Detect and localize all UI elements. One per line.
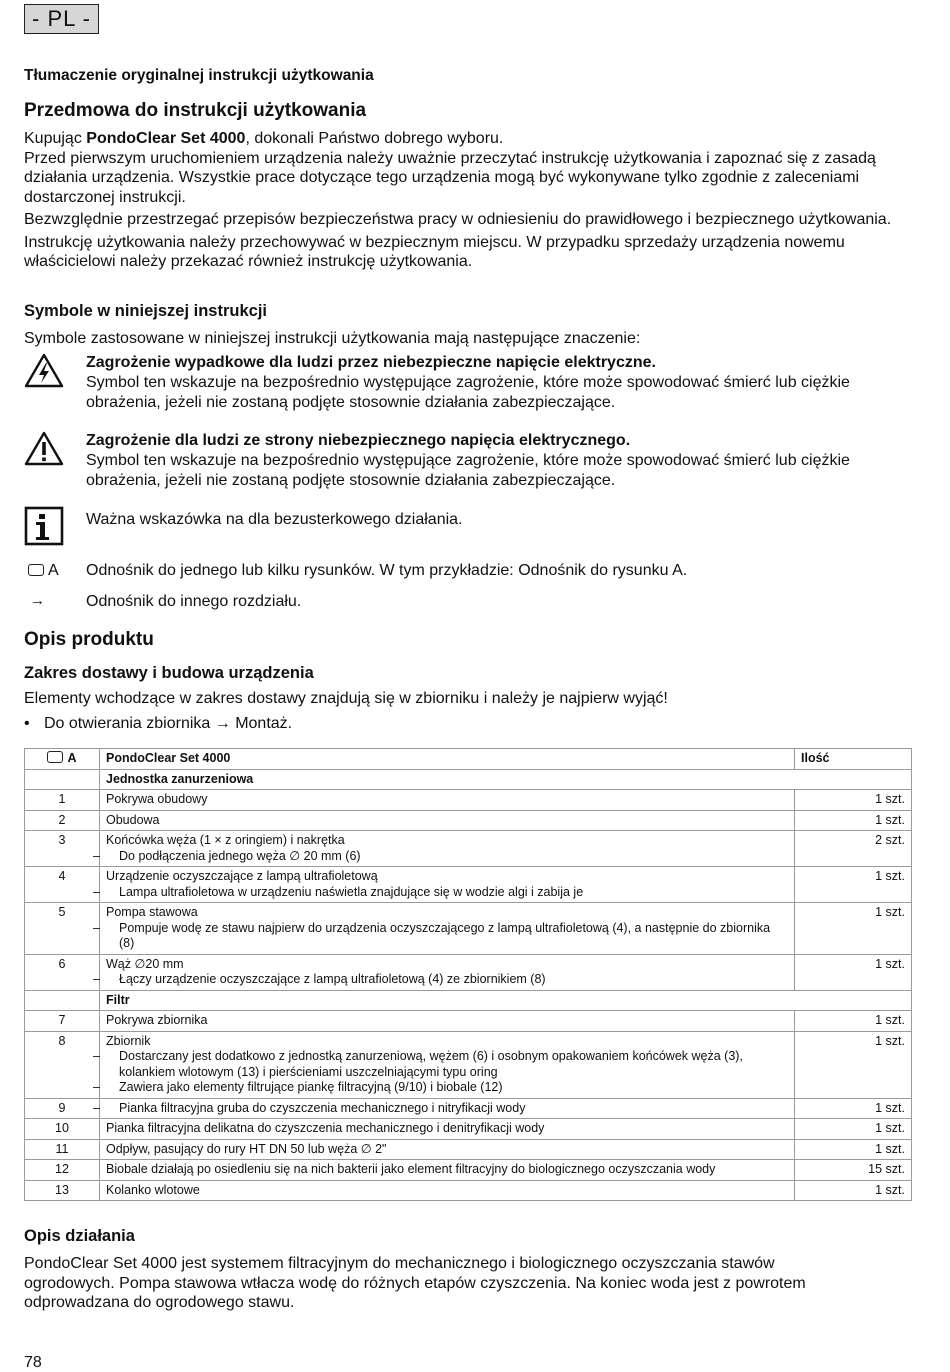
table-group-filter: Filtr bbox=[100, 990, 912, 1011]
translation-title: Tłumaczenie oryginalnej instrukcji użytkowania bbox=[24, 67, 374, 84]
symbol-electric-title: Zagrożenie wypadkowe dla ludzi przez niebezpieczne napięcie elektryczne. bbox=[86, 354, 656, 371]
symbol-warning-title: Zagrożenie dla ludzi ze strony niebezpiecznego napięcia elektrycznego. bbox=[86, 432, 631, 449]
table-group-row bbox=[25, 769, 912, 790]
symbol-row-info bbox=[24, 506, 912, 550]
symbol-electric-body: Symbol ten wskazuje na bezpośrednio występujące zagrożenie, które może spowodować śmierć lub ciężkie obrażenia, jeżeli nie zostaną podjęte stosownie działania zabezpieczające. bbox=[86, 374, 850, 411]
page-number: 78 bbox=[24, 1354, 42, 1371]
table-row: 4 Urządzenie oczyszczające z lampą ultrafioletową – Lampa ultrafioletowa w urządzeniu naświetla znajdujące się w wodzie algi i zabija je 1 szt. bbox=[25, 867, 912, 903]
table-row: 10 Pianka filtracyjna delikatna do czyszczenia mechanicznego i denitryfikacji wody 1 szt. bbox=[25, 1119, 912, 1140]
electric-warning-icon bbox=[24, 353, 64, 394]
preface-title: Przedmowa do instrukcji użytkowania bbox=[24, 100, 367, 121]
symbol-row-chapter bbox=[24, 592, 912, 614]
symbol-info-body: Ważna wskazówka na dla bezusterkowego działania. bbox=[86, 511, 463, 528]
symbol-row-figure bbox=[24, 561, 912, 583]
symbol-figure-body: Odnośnik do jednego lub kilku rysunków. W tym przykładzie: Odnośnik do rysunku A. bbox=[86, 562, 688, 579]
bullet-icon: • bbox=[24, 715, 30, 732]
symbols-intro: Symbole zastosowane w niniejszej instrukcji użytkowania mają następujące znaczenie: bbox=[24, 330, 641, 347]
table-row: 8 Zbiornik – Dostarczany jest dodatkowo z jednostką zanurzeniową, wężem (6) i osobnym opakowaniem końcówek węża (3), kolankiem wlotowym (13) i pierścieniami uszczelniającymi typu oring – Zawiera jako elementy filtrujące piankę filtracyjną (9/10) i biobale (12) 1 szt. bbox=[25, 1031, 912, 1098]
figure-ref-icon: A bbox=[28, 562, 59, 580]
scope-bullet: • Do otwierania zbiornika → Montaż. bbox=[24, 715, 293, 732]
info-icon bbox=[24, 506, 64, 551]
product-section-title: Opis produktu bbox=[24, 629, 154, 650]
table-header-qty: Ilość bbox=[795, 749, 912, 770]
symbol-chapter-body: Odnośnik do innego rozdziału. bbox=[86, 593, 302, 610]
table-row: 11 Odpływ, pasujący do rury HT DN 50 lub węża ∅ 2" 1 szt. bbox=[25, 1139, 912, 1160]
function-text: PondoClear Set 4000 jest systemem filtracyjnym do mechanicznego i biologicznego oczyszczania stawów ogrodowych. Pompa stawowa wtłacza wodę do różnych etapów czyszczenia. Na koniec woda jest z powrotem odprowadzana do ogrodowego stawu. bbox=[24, 1255, 806, 1311]
product-name: PondoClear Set 4000 bbox=[86, 130, 246, 147]
table-row: 12 Biobale działają po osiedleniu się na nich bakterii jako element filtracyjny do biologicznego oczyszczania wody 15 szt. bbox=[25, 1160, 912, 1181]
table-row: 6 Wąż ∅20 mm – Łączy urządzenie oczyszczające z lampą ultrafioletową (4) ze zbiornikiem (8) 1 szt. bbox=[25, 954, 912, 990]
arrow-right-icon: → bbox=[30, 592, 45, 609]
symbol-row-warning bbox=[24, 431, 912, 501]
table-row: 1 Pokrywa obudowy 1 szt. bbox=[25, 790, 912, 811]
symbol-warning-body: Symbol ten wskazuje na bezpośrednio występujące zagrożenie, które może spowodować śmierć lub ciężkie obrażenia, jeżeli nie zostaną podjęte stosownie działania zabezpieczające. bbox=[86, 452, 850, 489]
language-label: - PL - bbox=[24, 4, 99, 34]
table-header-row bbox=[25, 749, 912, 770]
preface-p4: Instrukcję użytkowania należy przechowywać w bezpiecznym miejscu. W przypadku sprzedaży urządzenia nowemu właścicielowi należy przekazać również instrukcję użytkowania. bbox=[24, 233, 845, 270]
symbol-row-electric bbox=[24, 353, 912, 423]
table-row: 3 Końcówka węża (1 × z oringiem) i nakrętka – Do podłączenia jednego węża ∅ 20 mm (6) 2 szt. bbox=[25, 831, 912, 867]
table-row: 9 – Pianka filtracyjna gruba do czyszczenia mechanicznego i nitryfikacji wody 1 szt. bbox=[25, 1098, 912, 1119]
scope-title: Zakres dostawy i budowa urządzenia bbox=[24, 664, 314, 682]
preface-p3: Bezwzględnie przestrzegać przepisów bezpieczeństwa pracy w odniesieniu do prawidłowego i bezpiecznego użytkowania. bbox=[24, 211, 892, 228]
scope-text: Elementy wchodzące w zakres dostawy znajdują się w zbiorniku i należy je najpierw wyjąć! bbox=[24, 690, 668, 707]
table-row: 13 Kolanko wlotowe 1 szt. bbox=[25, 1180, 912, 1201]
parts-table bbox=[24, 748, 912, 1201]
table-row: 5 Pompa stawowa – Pompuje wodę ze stawu najpierw do urządzenia oczyszczającego z lampą ultrafioletową (4), a następnie do zbiornika (8) 1 szt. bbox=[25, 903, 912, 955]
table-row: 7 Pokrywa zbiornika 1 szt. bbox=[25, 1011, 912, 1032]
preface-p1: Kupując PondoClear Set 4000, dokonali Państwo dobrego wyboru. bbox=[24, 130, 504, 147]
table-group-row bbox=[25, 990, 912, 1011]
table-group-immersion-unit: Jednostka zanurzeniowa bbox=[100, 769, 912, 790]
table-header-name: PondoClear Set 4000 bbox=[100, 749, 795, 770]
preface-p2: Przed pierwszym uruchomieniem urządzenia należy uważnie przeczytać instrukcję użytkowania i zapoznać się z zasadą działania urządzenia. Wszystkie prace dotyczące tego urządzenia mogą być wykonywane tylko zgodnie z zaleceniami dostarczonej instrukcji. bbox=[24, 149, 876, 206]
preface-section bbox=[24, 129, 912, 272]
table-header-figure: A bbox=[25, 749, 100, 770]
warning-icon bbox=[24, 431, 64, 472]
symbols-title: Symbole w niniejszej instrukcji bbox=[24, 302, 267, 320]
function-title: Opis działania bbox=[24, 1227, 135, 1245]
table-row: 2 Obudowa 1 szt. bbox=[25, 810, 912, 831]
